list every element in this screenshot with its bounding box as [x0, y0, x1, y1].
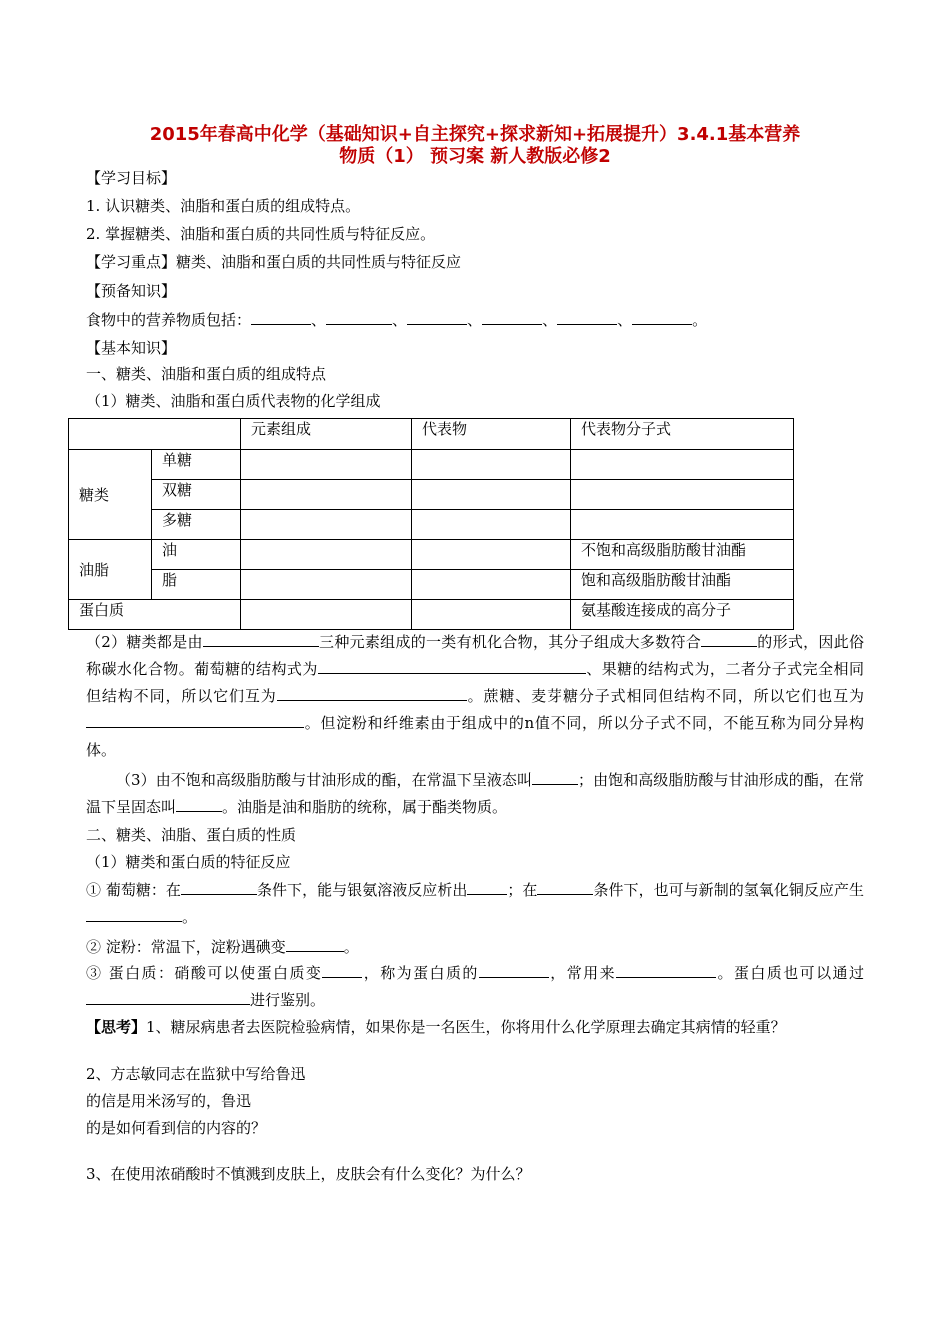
prep-text: 食物中的营养物质包括：: [86, 311, 252, 329]
think-1: [86, 1017, 866, 1037]
text: 。蔗糖、麦芽糖分子式相同但结构不同，所以它们也互为: [466, 687, 864, 705]
separator: 、: [467, 311, 483, 329]
text: 。但淀粉和纤维素由于组成中的n值不同，所以分子式不同，不能互称为同分异构体。: [86, 714, 864, 759]
table-row: [69, 570, 794, 600]
formula-cell: 氨基酸连接成的高分子: [571, 600, 794, 630]
blank[interactable]: [701, 632, 757, 647]
separator: 、: [617, 311, 633, 329]
blank[interactable]: [86, 990, 250, 1005]
blank[interactable]: [407, 310, 467, 325]
text: 。: [343, 938, 359, 956]
answer-cell[interactable]: [241, 480, 412, 510]
header-cell: 代表物分子式: [571, 419, 794, 450]
section-1-title: 一、糖类、油脂和蛋白质的组成特点: [86, 365, 327, 383]
blank[interactable]: [532, 770, 578, 785]
answer-cell[interactable]: [241, 450, 412, 480]
blank[interactable]: [557, 310, 617, 325]
answer-cell[interactable]: [412, 600, 571, 630]
table-row: [69, 450, 794, 480]
row-label: 油: [152, 540, 241, 570]
paragraph-3: [86, 767, 864, 821]
text: ② 淀粉：常温下，淀粉遇碘变: [86, 938, 286, 956]
answer-cell[interactable]: [412, 480, 571, 510]
text: ，常用来: [548, 964, 617, 982]
separator: 、: [542, 311, 558, 329]
objectives-heading: 【学习目标】: [86, 169, 177, 187]
blank[interactable]: [203, 632, 319, 647]
blank[interactable]: [251, 310, 311, 325]
blank[interactable]: [616, 963, 716, 978]
formula-cell: 饱和高级脂肪酸甘油酯: [571, 570, 794, 600]
answer-cell[interactable]: [571, 510, 794, 540]
header-cell: [69, 419, 241, 450]
prep-heading: 【预备知识】: [86, 282, 177, 300]
row-label: 双糖: [152, 480, 241, 510]
think-2-line-3: 的是如何看到信的内容的？: [86, 1119, 267, 1137]
text: 条件下，能与银氨溶液反应析出: [256, 881, 468, 899]
blank[interactable]: [326, 310, 392, 325]
answer-cell[interactable]: [241, 510, 412, 540]
think-1-text: 1、糖尿病患者去医院检验病情，如果你是一名医生，你将用什么化学原理去确定其病情的轻重？: [146, 1018, 786, 1036]
blank[interactable]: [86, 713, 304, 728]
row-label: 单糖: [152, 450, 241, 480]
text: 。蛋白质也可以通过: [716, 964, 864, 982]
sub-2-title: （1）糖类和蛋白质的特征反应: [86, 853, 291, 871]
think-2-line-1: 2、方志敏同志在监狱中写给鲁迅: [86, 1065, 306, 1083]
protein-paragraph: [86, 960, 864, 1014]
separator: 、: [392, 311, 408, 329]
fat-label: 油脂: [69, 540, 152, 600]
text: （2）糖类都是由: [86, 633, 203, 651]
think-3: 3、在使用浓硝酸时不慎溅到皮肤上，皮肤会有什么变化？为什么？: [86, 1165, 531, 1183]
protein-label: 蛋白质: [69, 600, 241, 630]
blank[interactable]: [318, 659, 586, 674]
blank[interactable]: [176, 797, 222, 812]
objective-1: 1. 认识糖类、油脂和蛋白质的组成特点。: [86, 197, 361, 215]
header-cell: 代表物: [412, 419, 571, 450]
table-row: [69, 540, 794, 570]
text: ；由饱和高级脂肪酸与甘油形成的酯，在常温下呈固态叫: [86, 771, 864, 816]
composition-table: [68, 418, 794, 630]
objective-2: 2. 掌握糖类、油脂和蛋白质的共同性质与特征反应。: [86, 225, 436, 243]
text: ③ 蛋白质：硝酸可以使蛋白质变: [86, 964, 323, 982]
table-row: [69, 510, 794, 540]
blank[interactable]: [467, 880, 507, 895]
blank[interactable]: [537, 880, 593, 895]
think-label: 【思考】: [86, 1018, 147, 1036]
separator: 、: [311, 311, 327, 329]
blank[interactable]: [482, 310, 542, 325]
starch-line: [86, 937, 866, 957]
prep-line: [86, 310, 866, 330]
sugar-label: 糖类: [69, 450, 152, 540]
answer-cell[interactable]: [571, 480, 794, 510]
answer-cell[interactable]: [412, 510, 571, 540]
basic-heading: 【基本知识】: [86, 339, 177, 357]
blank[interactable]: [322, 963, 362, 978]
table-header-row: [69, 419, 794, 450]
answer-cell[interactable]: [241, 600, 412, 630]
formula-cell: 不饱和高级脂肪酸甘油酯: [571, 540, 794, 570]
think-2-line-2: 的信是用米汤写的，鲁迅: [86, 1092, 252, 1110]
text: 。: [182, 908, 198, 926]
title-line-2: 物质（1） 预习案 新人教版必修2: [339, 146, 611, 167]
row-label: 脂: [152, 570, 241, 600]
table-row: [69, 480, 794, 510]
text: 条件下，也可与新制的氢氧化铜反应产生: [593, 881, 864, 899]
paragraph-2: [86, 629, 864, 764]
table-row: [69, 600, 794, 630]
row-label: 多糖: [152, 510, 241, 540]
text: 的形式，因此俗称碳水化合物。葡萄糖的结构式为: [86, 633, 864, 678]
blank[interactable]: [277, 686, 467, 701]
text: ；在: [507, 881, 538, 899]
text: ① 葡萄糖：在: [86, 881, 181, 899]
blank[interactable]: [286, 937, 344, 952]
text: （3）由不饱和高级脂肪酸与甘油形成的酯，在常温下呈液态叫: [116, 771, 533, 789]
answer-cell[interactable]: [241, 570, 412, 600]
text: ，称为蛋白质的: [362, 964, 479, 982]
document-title: [70, 124, 880, 168]
blank[interactable]: [181, 880, 257, 895]
title-line-1: 2015年春高中化学（基础知识+自主探究+探求新知+拓展提升）3.4.1基本营养: [149, 124, 801, 145]
blank[interactable]: [86, 907, 182, 922]
section-2-title: 二、糖类、油脂、蛋白质的性质: [86, 826, 297, 844]
text: 、果糖的结构式为，二者分子式完全相同但结构不同，所以它们互为: [86, 660, 864, 705]
text: 三种元素组成的一类有机化合物，其分子组成大多数符合: [318, 633, 702, 651]
header-cell: 元素组成: [241, 419, 412, 450]
answer-cell[interactable]: [571, 450, 794, 480]
glucose-paragraph: [86, 877, 864, 931]
blank[interactable]: [479, 963, 549, 978]
text: 。油脂是油和脂肪的统称，属于酯类物质。: [222, 798, 508, 816]
blank[interactable]: [632, 310, 692, 325]
answer-cell[interactable]: [412, 570, 571, 600]
period: 。: [692, 311, 708, 329]
text: 进行鉴别。: [250, 991, 326, 1009]
sub-1-title: （1）糖类、油脂和蛋白质代表物的化学组成: [86, 392, 381, 410]
answer-cell[interactable]: [241, 540, 412, 570]
keypoint: 【学习重点】糖类、油脂和蛋白质的共同性质与特征反应: [86, 253, 462, 271]
answer-cell[interactable]: [412, 540, 571, 570]
answer-cell[interactable]: [412, 450, 571, 480]
